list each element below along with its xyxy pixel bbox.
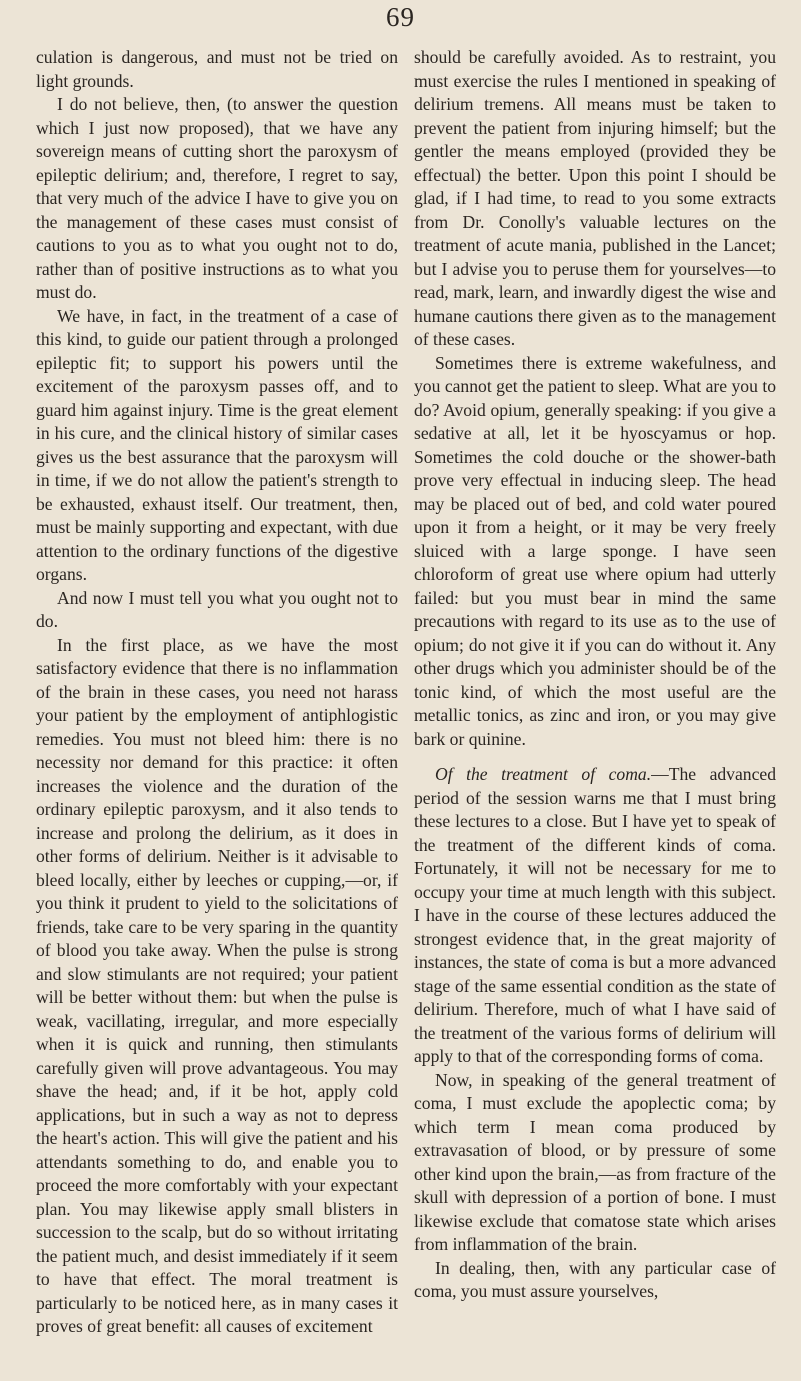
paragraph: I do not believe, then, (to answer the question which I just now proposed), that we have any sovereign means of cutting short the paroxysm of epileptic delirium; and, therefore, I regret to say, that very much of the advice I have to give you on the management of these cases must consist of cautions to you as to what you ought not to do, rather than of positive instructions as to what you must do. [36, 94, 398, 302]
paragraph: We have, in fact, in the treatment of a case of this kind, to guide our patient through a prolonged epileptic fit; to support his powers until the excitement of the paroxysm passes off, and to guard him against injury. Time is the great element in his cure, and the clinical history of similar cases gives us the best assurance that the paroxysm will in time, if we do not allow the patient's strength to be exhausted, exhaust itself. Our treatment, then, must be mainly supporting and expectant, with due attention to the ordinary functions of the digestive organs. [36, 305, 398, 584]
paragraph: In dealing, then, with any particular case of coma, you must assure yourselves, [414, 1257, 776, 1301]
paragraph: should be carefully avoided. As to restraint, you must exercise the rules I mentioned in speaking of delirium tremens. All means must be taken to prevent the patient from injuring himself; but the gentler the means employed (provided they be effectual) the better. Upon this point I should be glad, if I had time, to read to you some extracts from Dr. Conolly's valuable lectures on the treatment of acute mania, published in the Lancet; but I advise you to peruse them for yourselves—to read, mark, learn, and inwardly digest the wise and humane cautions there given as to the management of these cases. [414, 47, 776, 349]
page-number: 69 [386, 2, 415, 32]
right-column [414, 46, 776, 1304]
paragraph: And now I must tell you what you ought not to do. [36, 587, 398, 631]
paragraph: In the first place, as we have the most satisfactory evidence that there is no inflammation of the brain in these cases, you need not harass your patient by the employment of antiphlogistic remedies. You must not bleed him: there is no necessity nor demand for this practice: it often increases the violence and the duration of the ordinary epileptic paroxysm, and it also tends to increase and prolong the delirium, as it does in other forms of delirium. Neither is it advisable to bleed locally, either by leeches or cupping,—or, if you think it prudent to yield to the solicitations of friends, take care to be very sparing in the quantity of blood you take away. When the pulse is strong and slow stimulants are not required; your patient will be better without them: but when the pulse is weak, vacillating, irregular, and more especially when it is quick and running, then stimulants carefully given will prove advantageous. You may shave the head; and, if it be hot, apply cold applications, but in such a way as not to depress the heart's action. This will give the patient and his attendants something to do, and enable you to proceed the more comfortably with your expectant plan. You may likewise apply small blisters in succession to the scalp, but do so without irritating the patient much, and desist immediately if it seem to have that effect. The moral treatment is particularly to be noticed here, as in many cases it proves of great benefit: all causes of excitement [36, 634, 398, 1336]
section-text: The advanced period of the session warns me that I must bring these lectures to a close. But I have yet to speak of the treatment of the different kinds of coma. Fortunately, it will not be necessary for me to occupy your time at much length with this subject. I have in the course of these lectures adduced the strongest evidence that, in the great majority of instances, the state of coma is but a more advanced stage of the same essential condition as the state of delirium. Therefore, much of what I have said of the treatment of the various forms of delirium will apply to that of the corresponding forms of coma. [414, 764, 776, 1066]
paragraph: Sometimes there is extreme wakefulness, and you cannot get the patient to sleep. What are you to do? Avoid opium, generally speaking: if you give a sedative at all, let it be hyoscyamus or hop. Sometimes the cold douche or the shower-bath prove very effectual in inducing sleep. The head may be placed out of bed, and cold water poured upon it from a height, or it may be very freely sluiced with a large sponge. I have seen chloroform of great use where opium had utterly failed: but you must bear in mind the same precautions with regard to its use as to the use of opium; do not give it if you can do without it. Any other drugs which you administer should be of the tonic kind, of which the most useful are the metallic tonics, as zinc and iron, or you may give bark or quinine. [414, 352, 776, 749]
left-column [36, 46, 398, 1339]
paragraph: culation is dangerous, and must not be tried on light grounds. [36, 47, 398, 91]
paragraph: Now, in speaking of the general treatment of coma, I must exclude the apoplectic coma; by which term I mean coma produced by extravasation of blood, or by pressure of some other kind upon the brain,—as from fracture of the skull with depression of a portion of bone. I must likewise exclude that comatose state which arises from inflammation of the brain. [414, 1069, 776, 1254]
section-paragraph: Of the treatment of coma.—The advanced period of the session warns me that I must bring these lectures to a close. But I have yet to speak of the treatment of the different kinds of coma. Fortunately, it will not be necessary for me to occupy your time at much length with this subject. I have in the course of these lectures adduced the strongest evidence that, in the great majority of instances, the state of coma is but a more advanced stage of the same essential condition as the state of delirium. Therefore, much of what I have said of the treatment of the various forms of delirium will apply to that of the corresponding forms of coma. [414, 764, 776, 1066]
section-heading: Of the treatment of coma. [435, 764, 652, 784]
